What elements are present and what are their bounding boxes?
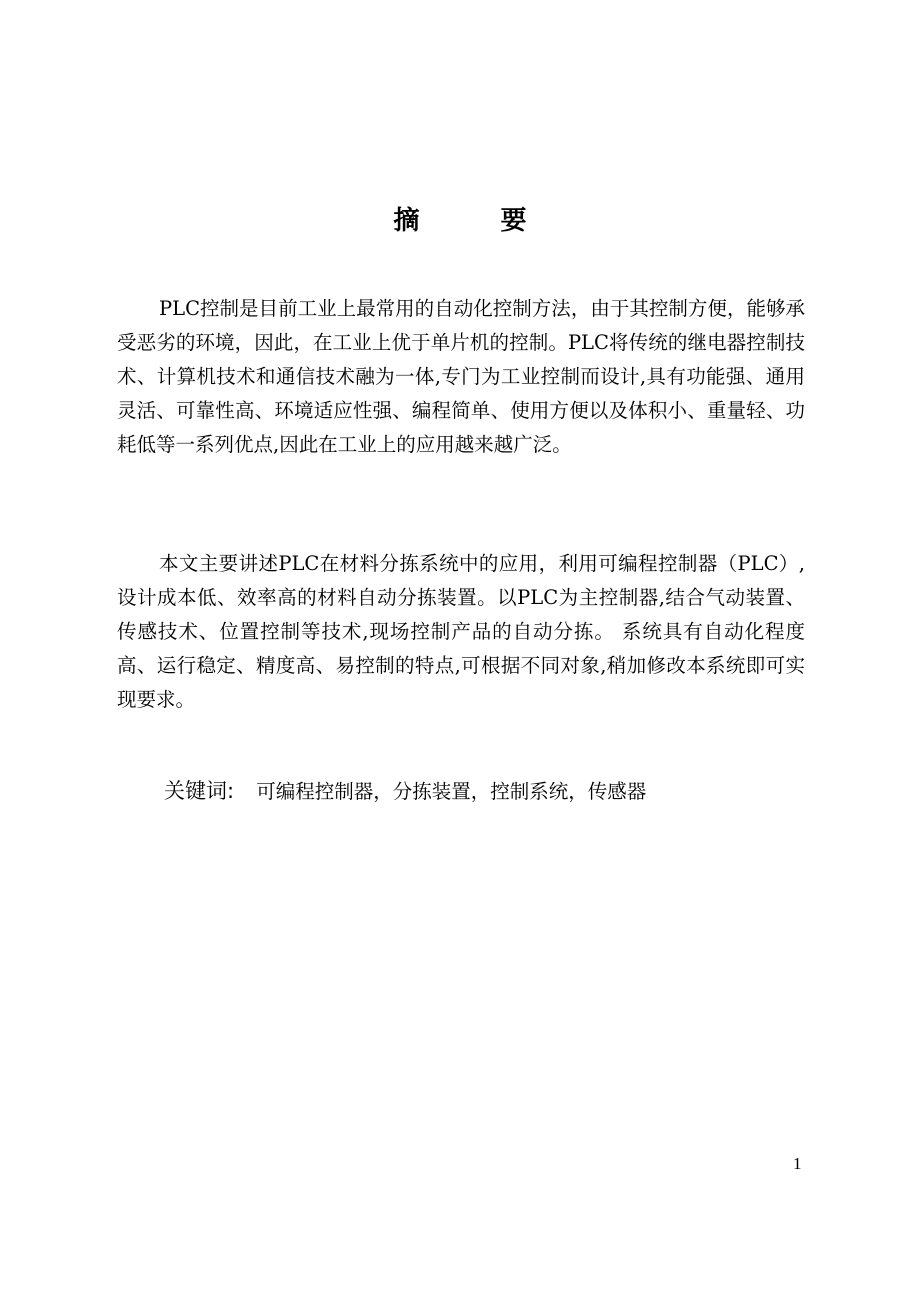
keywords-label: 关键词: xyxy=(164,779,235,803)
keywords-line xyxy=(164,775,646,808)
abstract-paragraph-1: PLC控制是目前工业上最常用的自动化控制方法，由于其控制方便，能够承受恶劣的环境，因此，在工业上优于单片机的控制。PLC将传统的继电器控制技术、计算机技术和通信技术融为一体,专门为工业控制而设计,具有功能强、通用灵活、可靠性高、环境适应性强、编程简单、使用方便以及体积小、重量轻、功耗低等一系列优点,因此在工业上的应用越来越广泛。 xyxy=(117,297,805,456)
page-title: 摘 要 xyxy=(393,206,563,236)
page-number: 1 xyxy=(793,1154,802,1173)
abstract-paragraph-2: 本文主要讲述PLC在材料分拣系统中的应用，利用可编程控制器（PLC）,设计成本低、效率高的材料自动分拣装置。以PLC为主控制器,结合气动装置、传感技术、位置控制等技术,现场控制产品的自动分拣。 系统具有自动化程度高、运行稳定、精度高、易控制的特点,可根据不同对象,稍加修改本系统即可实现要求。 xyxy=(117,552,805,711)
keywords-values: 可编程控制器，分拣装置，控制系统，传感器 xyxy=(256,780,647,803)
